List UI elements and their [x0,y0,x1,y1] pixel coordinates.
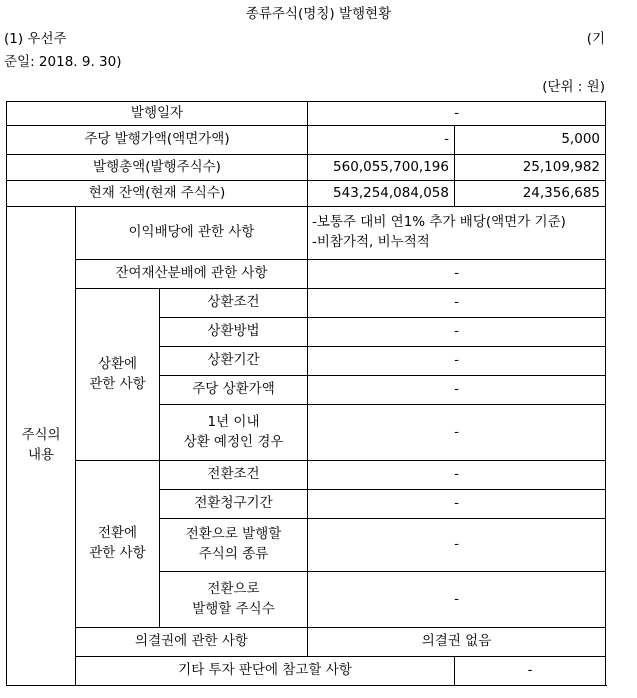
residual-value: - [308,260,606,289]
par-value-label: 주당 발행가액(액면가액) [7,126,308,155]
total-issue-shares: 25,109,982 [455,155,606,181]
conversion-period-label: 전환청구기간 [160,490,308,519]
section-heading: (1) 우선주 [4,31,67,47]
conversion-stock-count-value: - [308,572,606,628]
redemption-method-label: 상환방법 [160,318,308,347]
conversion-stock-count-label: 전환으로 발행할 주식수 [160,572,308,628]
table-row [7,102,606,126]
conversion-condition-value: - [308,461,606,490]
redemption-price-value: - [308,376,606,405]
par-value-shares: 5,000 [455,126,606,155]
voting-label: 의결권에 관한 사항 [76,628,308,657]
balance-amount: 543,254,084,058 [308,181,455,207]
redemption-within-year-value: - [308,405,606,461]
total-issue-amount: 560,055,700,196 [308,155,455,181]
redemption-period-value: - [308,347,606,376]
other-value: - [455,657,606,686]
document-title: 종류주식(명칭) 발행현황 [245,6,392,22]
preferred-stock-table [6,101,606,686]
table-row [7,461,606,490]
redemption-method-value: - [308,318,606,347]
stock-content-group: 주식의 내용 [7,207,76,686]
table-row [7,126,606,155]
unit-label: (단위 : 원) [542,79,605,95]
conversion-condition-label: 전환조건 [160,461,308,490]
conversion-stock-type-label: 전환으로 발행할 주식의 종류 [160,519,308,572]
base-date: 준일: 2018. 9. 30) [4,54,122,70]
issue-date-value: - [308,102,606,126]
table-row [7,657,606,686]
balance-shares: 24,356,685 [455,181,606,207]
table-row [7,155,606,181]
dividend-value [308,207,606,260]
table-row [7,260,606,289]
redemption-within-year-label: 1년 이내 상환 예정인 경우 [160,405,308,461]
voting-value: 의결권 없음 [308,628,606,657]
conversion-period-value: - [308,490,606,519]
table-row [7,628,606,657]
conversion-group: 전환에 관한 사항 [76,461,160,628]
table-row [7,289,606,318]
total-issue-label: 발행총액(발행주식수) [7,155,308,181]
dividend-label: 이익배당에 관한 사항 [76,207,308,260]
redemption-condition-label: 상환조건 [160,289,308,318]
base-date-prefix: (기 [586,31,605,47]
other-label: 기타 투자 판단에 참고할 사항 [76,657,455,686]
issue-date-label: 발행일자 [7,102,308,126]
residual-label: 잔여재산분배에 관한 사항 [76,260,308,289]
redemption-group: 상환에 관한 사항 [76,289,160,461]
conversion-stock-type-value: - [308,519,606,572]
dividend-line-2: -비참가적, 비누적적 [312,234,430,250]
table-row [7,181,606,207]
par-value-amount: - [308,126,455,155]
table-row [7,207,606,260]
dividend-line-1: -보통주 대비 연1% 추가 배당(액면가 기준) [312,214,566,231]
redemption-condition-value: - [308,289,606,318]
balance-label: 현재 잔액(현재 주식수) [7,181,308,207]
redemption-price-label: 주당 상환가액 [160,376,308,405]
redemption-period-label: 상환기간 [160,347,308,376]
